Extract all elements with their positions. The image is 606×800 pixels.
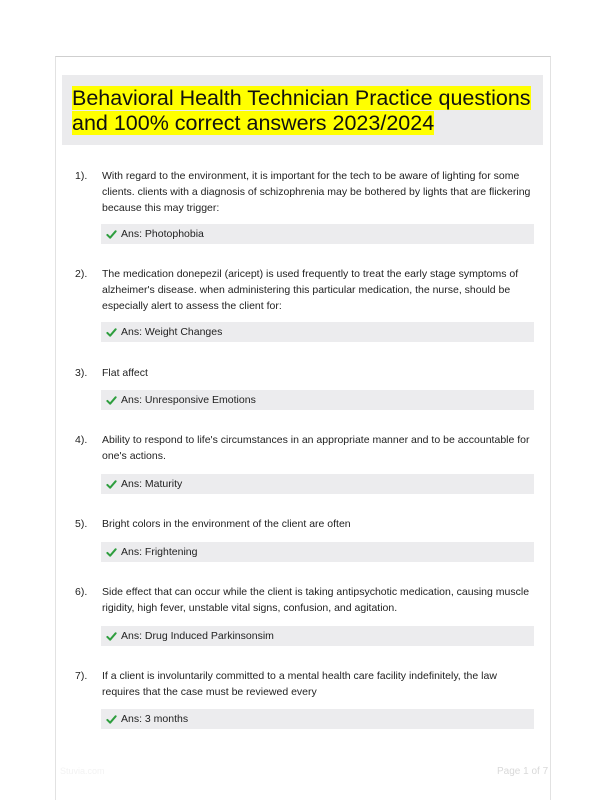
checkmark-icon: [106, 327, 117, 338]
question-text: Bright colors in the environment of the client are often: [102, 518, 351, 530]
answer-box: [101, 474, 534, 494]
answer-text: Ans: Photophobia: [121, 228, 204, 240]
answer-box: [101, 322, 534, 342]
title-line-1: Behavioral Health Technician Practice questions: [72, 86, 531, 110]
question-number: 6).: [75, 586, 88, 598]
answer-text: Ans: Drug Induced Parkinsonsim: [121, 630, 274, 642]
question-text: Ability to respond to life's circumstances in an appropriate manner and to be accountable for one's actions.: [102, 434, 530, 462]
title-line-2: and 100% correct answers 2023/2024: [72, 111, 435, 135]
footer-watermark: Stuvia.com: [60, 766, 105, 776]
checkmark-icon: [106, 229, 117, 240]
question-text: The medication donepezil (aricept) is used frequently to treat the early stage symptoms of alzheimer's disease. when administering this particular medication, the nurse, should be especially alert to assess the client for:: [102, 268, 519, 312]
checkmark-icon: [106, 395, 117, 406]
question-text: If a client is involuntarily committed to a mental health care facility indefinitely, the law requires that the case must be reviewed every: [102, 670, 497, 698]
question-number: 3).: [75, 367, 88, 379]
answer-text: Ans: Maturity: [121, 478, 183, 490]
checkmark-icon: [106, 631, 117, 642]
question-number: 7).: [75, 670, 88, 682]
answer-box: [101, 224, 534, 244]
question-text: Flat affect: [102, 367, 148, 379]
question-text: With regard to the environment, it is important for the tech to be aware of lighting for some clients. clients with a diagnosis of schizophrenia may be bothered by lights that are flickering because this may trigger:: [102, 170, 531, 214]
checkmark-icon: [106, 714, 117, 725]
question-number: 1).: [75, 170, 88, 182]
answer-box: [101, 709, 534, 729]
document-title: [72, 86, 542, 136]
answer-text: Ans: Unresponsive Emotions: [121, 394, 256, 406]
question-number: 5).: [75, 518, 88, 530]
checkmark-icon: [106, 479, 117, 490]
answer-box: [101, 626, 534, 646]
page-number: Page 1 of 7: [497, 766, 549, 777]
answer-text: Ans: Frightening: [121, 546, 198, 558]
answer-text: Ans: 3 months: [121, 713, 189, 725]
answer-box: [101, 390, 534, 410]
question-text: Side effect that can occur while the client is taking antipsychotic medication, causing muscle rigidity, high fever, unstable vital signs, confusion, and agitation.: [102, 586, 530, 614]
checkmark-icon: [106, 547, 117, 558]
answer-text: Ans: Weight Changes: [121, 326, 223, 338]
question-number: 4).: [75, 434, 88, 446]
answer-box: [101, 542, 534, 562]
question-number: 2).: [75, 268, 88, 280]
